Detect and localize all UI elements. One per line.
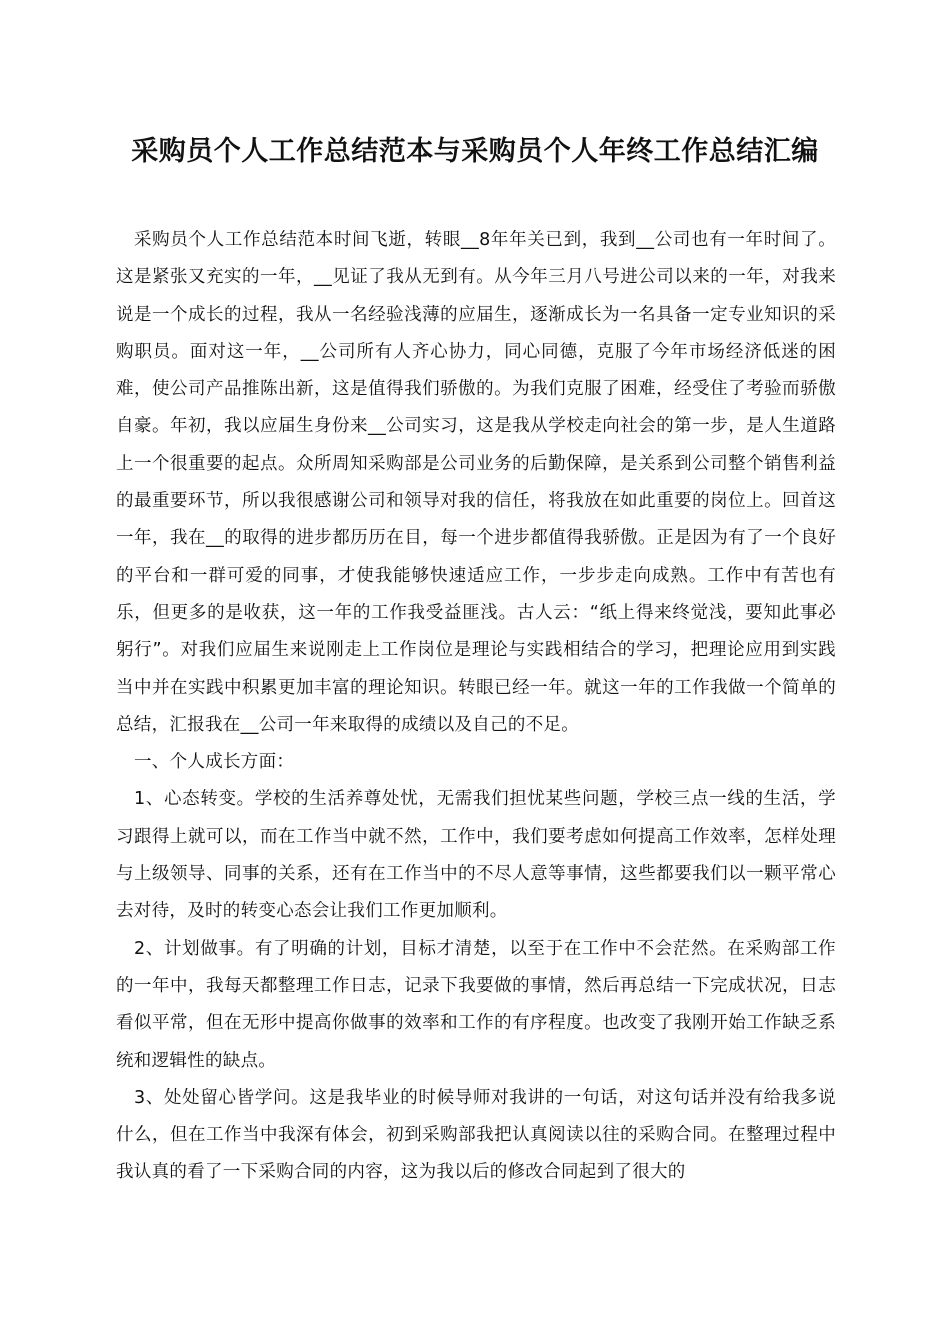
document-title: 采购员个人工作总结范本与采购员个人年终工作总结汇编 [131,136,819,167]
paragraph-planned-work: 2、计划做事。有了明确的计划，目标才清楚，以至于在工作中不会茫然。在采购部工作的一年中，我每天都整理工作日志，记录下我要做的事情，然后再总结一下完成状况，日志看似平常，但在无形中提高你做事的效率和工作的有序程度。也改变了我刚开始工作缺乏系统和逻辑性的缺点。 [116,938,836,1071]
section-heading-personal-growth: 一、个人成长方面： [134,752,295,773]
paragraph-learning-everywhere: 3、处处留心皆学问。这是我毕业的时候导师对我讲的一句话，对这句话并没有给我多说什么，但在工作当中我深有体会，初到采购部我把认真阅读以往的采购合同。在整理过程中我认真的看了一下采购合同的内容，这为我以后的修改合同起到了很大的 [116,1087,836,1183]
paragraph-mindset-change: 1、心态转变。学校的生活养尊处忧，无需我们担忧某些问题，学校三点一线的生活，学习跟得上就可以，而在工作当中就不然，工作中，我们要考虑如何提高工作效率，怎样处理与上级领导、同事的关系，还有在工作当中的不尽人意等事情，这些都要我们以一颗平常心去对待，及时的转变心态会让我们工作更加顺利。 [116,789,836,922]
paragraph-intro: 采购员个人工作总结范本时间飞逝，转眼__8年年关已到，我到__公司也有一年时间了。这是紧张又充实的一年，__见证了我从无到有。从今年三月八号进公司以来的一年，对我来说是一个成长的过程，我从一名经验浅薄的应届生，逐渐成长为一名具备一定专业知识的采购职员。面对这一年，__公司所有人齐心协力，同心同德，克服了今年市场经济低迷的困难，使公司产品推陈出新，这是值得我们骄傲的。为我们克服了困难，经受住了考验而骄傲自豪。年初，我以应届生身份来__公司实习，这是我从学校走向社会的第一步，是人生道路上一个很重要的起点。众所周知采购部是公司业务的后勤保障，是关系到公司整个销售利益的最重要环节，所以我很感谢公司和领导对我的信任，将我放在如此重要的岗位上。回首这一年，我在__的取得的进步都历历在目，每一个进步都值得我骄傲。正是因为有了一个良好的平台和一群可爱的同事，才使我能够快速适应工作，一步步走向成熟。工作中有苦也有乐，但更多的是收获，这一年的工作我受益匪浅。古人云：“纸上得来终觉浅，要知此事必躬行”。对我们应届生来说刚走上工作岗位是理论与实践相结合的学习，把理论应用到实践当中并在实践中积累更加丰富的理论知识。转眼已经一年。就这一年的工作我做一个简单的总结，汇报我在__公司一年来取得的成绩以及自己的不足。 [116,230,836,735]
document-body [116,222,836,1192]
